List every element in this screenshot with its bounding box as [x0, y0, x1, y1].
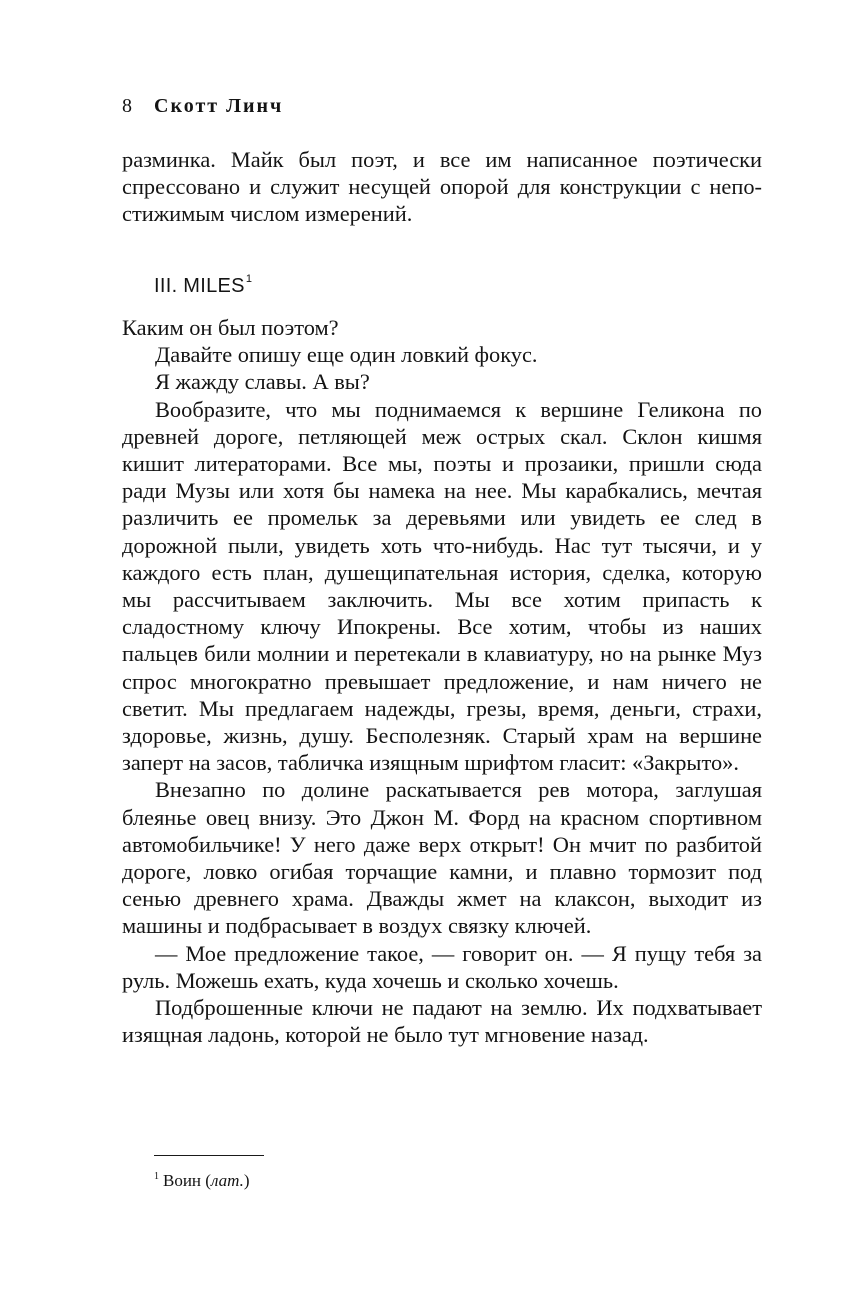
footnote-reference: 1: [245, 273, 253, 285]
footnote-language: лат.: [210, 1171, 244, 1190]
paragraph-4: Вообразите, что мы поднимаемся к вершине Геликона по древней дороге, петляющей меж острых скал. Склон кишмя кишит литераторами. Все мы, поэты и прозаики, пришли сюда ради Музы или хотя бы намека на нее. Мы карабкались, мечтая различить ее промельк за деревьями или увидеть ее след в дорожной пыли, увидеть хоть что-нибудь. Нас тут тысячи, и у каждого есть план, душещипательная история, сделка, которую мы рассчитываем заключить. Мы все хотим припасть к сладостному ключу Ипокрены. Все хотим, чтобы из наших пальцев били молнии и перетекали в клавиатуру, но на рынке Муз спрос многократно превышает предложение, и нам ничего не светит. Мы предлагаем надежды, грезы, время, деньги, страхи, здоровье, жизнь, душу. Бесполезняк. Старый храм на вершине заперт на засов, табличка изящным шрифтом гласит: «Закрыто».: [122, 396, 762, 776]
paragraph-7: Подброшенные ключи не падают на землю. Их подхватывает изящная ладонь, которой не было тут мгновение назад.: [122, 995, 762, 1048]
footnote: [154, 1166, 250, 1192]
footnote-divider: [154, 1155, 264, 1156]
running-header: [122, 92, 283, 120]
paragraph-1: Каким он был поэтом?: [122, 315, 339, 340]
body-text: [122, 314, 762, 1048]
paragraph-5: Внезапно по долине раскатывается рев мотора, заглушая блеянье овец внизу. Это Джон М. Форд на красном спортивном автомобильчике! У него даже верх открыт! Он мчит по разбитой дороге, ловко огибая торчащие камни, и плавно тормозит под сенью древнего храма. Дважды жмет на клаксон, выходит из машины и подбрасывает в воздух связку ключей.: [122, 777, 762, 939]
intro-paragraph: разминка. Майк был поэт, и все им написанное поэтически спрессовано и служит несущей опорой для конструкции с непостижимым числом измерений.: [122, 147, 762, 227]
footnote-mark: 1: [154, 1171, 159, 1182]
footnote-text: Воин: [163, 1171, 206, 1190]
section-heading: [154, 266, 252, 299]
footnote-open-paren: (: [205, 1171, 211, 1190]
footnote-close-paren: ): [243, 1171, 250, 1190]
running-header-author: Скотт Линч: [154, 95, 284, 117]
paragraph-2: Давайте опишу еще один ловкий фокус.: [155, 342, 538, 368]
paragraph-3: Я жажду славы. А вы?: [155, 369, 370, 395]
page-number: 8: [122, 95, 132, 117]
section-title: III. MILES: [154, 275, 245, 297]
paragraph-6: — Мое предложение такое, — говорит он. — Я пущу тебя за руль. Можешь ехать, куда хочешь и сколько хочешь.: [122, 940, 762, 993]
